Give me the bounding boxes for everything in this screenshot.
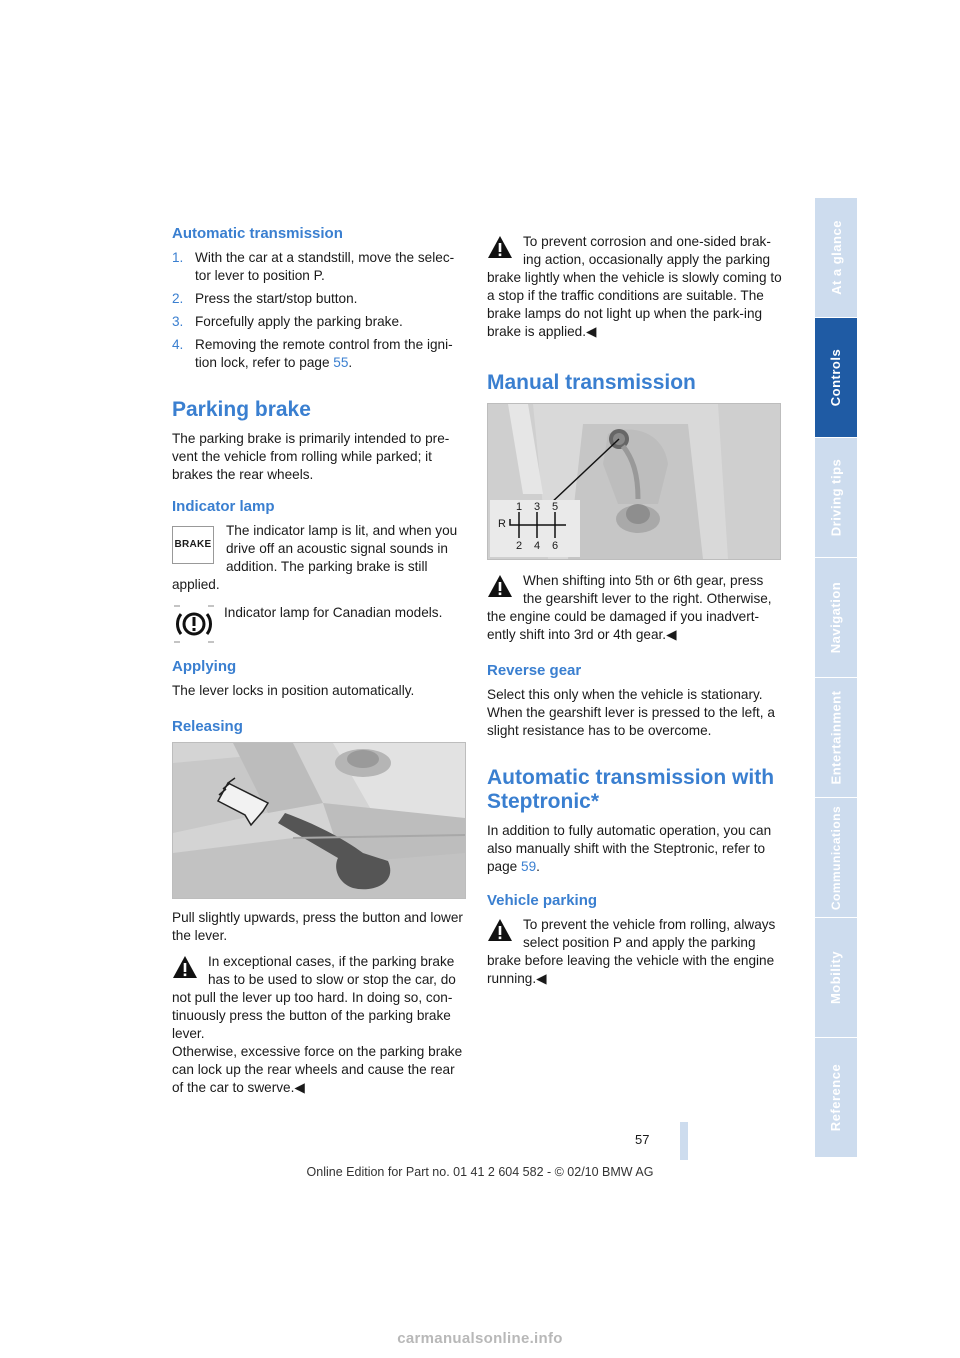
footer-edition: Online Edition for Part no. 01 41 2 604 582 - © 02/10 BMW AG: [306, 1165, 654, 1179]
watermark: carmanualsonline.info: [397, 1330, 563, 1347]
chapter-sidebar: [815, 198, 857, 1160]
list-item: 2. Press the start/stop button.: [172, 291, 358, 306]
gear-label-r: R: [498, 518, 506, 530]
gear-label-5: 5: [552, 501, 559, 513]
right-column: [487, 225, 783, 988]
corrosion-warning-block: [487, 233, 783, 341]
gear-label-2: 2: [516, 540, 523, 552]
corrosion-warning-text: To prevent corrosion and one-sided brak-ing action, occasionally apply the parking brake lightly when the vehicle is slowly coming to a stop if the traffic conditions are suitable. The brake lamps do not light up when the park-ing brake is applied.◀: [487, 234, 782, 339]
warning-triangle-icon: [172, 955, 198, 979]
parking-brake-lever-illustration: [172, 742, 466, 899]
indicator-lamp-heading: Indicator lamp: [172, 498, 275, 515]
tab-driving-tips[interactable]: Driving tips: [815, 438, 857, 559]
automatic-transmission-heading: Automatic transmission: [172, 225, 343, 242]
parking-brake-intro: The parking brake is primarily intended to pre-vent the vehicle from rolling while parked; it brakes the rear wheels.: [172, 431, 450, 482]
vehicle-parking-warning-block: [487, 916, 783, 988]
reverse-gear-text: Select this only when the vehicle is stationary. When the gearshift lever is pressed to the left, a slight resistance has to be overcome.: [487, 687, 775, 738]
releasing-text: Pull slightly upwards, press the button and lower the lever.: [172, 910, 463, 943]
page-number: 57: [635, 1132, 650, 1147]
tab-mobility[interactable]: Mobility: [815, 918, 857, 1039]
canada-lamp-block: [172, 602, 468, 622]
gear-label-3: 3: [534, 501, 541, 513]
page-link-59[interactable]: 59: [521, 859, 537, 874]
warning-triangle-icon: [487, 574, 513, 598]
list-item: 4. Removing the remote control from the igni-tion lock, refer to page 55.: [172, 337, 453, 370]
releasing-warning-text-2: Otherwise, excessive force on the parking brake can lock up the rear wheels and cause the rear of the car to swerve.◀: [172, 1044, 463, 1095]
gear-label-1: 1: [516, 501, 523, 513]
page-link-55[interactable]: 55: [333, 355, 349, 370]
indicator-lamp-block: [172, 522, 468, 594]
canada-brake-lamp-icon: [172, 602, 216, 646]
warning-triangle-icon: [487, 918, 513, 942]
steps-list: [172, 249, 468, 372]
tab-controls[interactable]: Controls: [815, 318, 857, 439]
parking-brake-lever-image: [173, 743, 465, 898]
shift-warning-block: [487, 572, 783, 644]
indicator-lamp-text: The indicator lamp is lit, and when you drive off an acoustic signal sounds in addition. The parking brake is still applied.: [172, 523, 458, 592]
manual-transmission-heading: Manual transmission: [487, 371, 696, 394]
list-item: 3. Forcefully apply the parking brake.: [172, 314, 403, 329]
gearshift-illustration: [487, 403, 781, 560]
parking-brake-heading: Parking brake: [172, 398, 311, 421]
reverse-gear-heading: Reverse gear: [487, 662, 582, 679]
list-item: 1. With the car at a standstill, move the selec-tor lever to position P.: [172, 250, 455, 283]
vehicle-parking-warning-text: To prevent the vehicle from rolling, always select position P and apply the parking brake before leaving the vehicle with the engine running.◀: [487, 917, 776, 986]
left-column: [172, 225, 468, 1097]
steptronic-text: In addition to fully automatic operation, you can also manually shift with the Steptronic, refer to page 59.: [487, 823, 772, 874]
shift-warning-text: When shifting into 5th or 6th gear, press the gearshift lever to the right. Otherwise, the engine could be damaged if you inadvert-ently shift into 3rd or 4th gear.◀: [487, 573, 772, 642]
tab-navigation[interactable]: Navigation: [815, 558, 857, 679]
tab-entertainment[interactable]: Entertainment: [815, 678, 857, 799]
applying-heading: Applying: [172, 658, 237, 675]
shift-pattern-labels: [490, 500, 580, 557]
releasing-warning-text: In exceptional cases, if the parking brake has to be used to slow or stop the car, do not pull the lever up too hard. In doing so, con-tinuously press the button of the parking brake lever.: [172, 954, 456, 1041]
gear-label-6: 6: [552, 540, 559, 552]
canada-lamp-text: Indicator lamp for Canadian models.: [224, 605, 443, 620]
page-marker-bar: [680, 1122, 688, 1160]
tab-reference[interactable]: Reference: [815, 1038, 857, 1159]
brake-lamp-icon: BRAKE: [172, 526, 214, 564]
applying-text: The lever locks in position automatically.: [172, 683, 415, 698]
gear-label-4: 4: [534, 540, 541, 552]
vehicle-parking-heading: Vehicle parking: [487, 892, 598, 909]
steptronic-heading: Automatic transmission with Steptronic*: [487, 766, 775, 813]
releasing-warning-block: [172, 953, 468, 1097]
warning-triangle-icon: [487, 235, 513, 259]
releasing-heading: Releasing: [172, 718, 243, 735]
tab-communications[interactable]: Communications: [815, 798, 857, 919]
tab-at-a-glance[interactable]: At a glance: [815, 198, 857, 319]
